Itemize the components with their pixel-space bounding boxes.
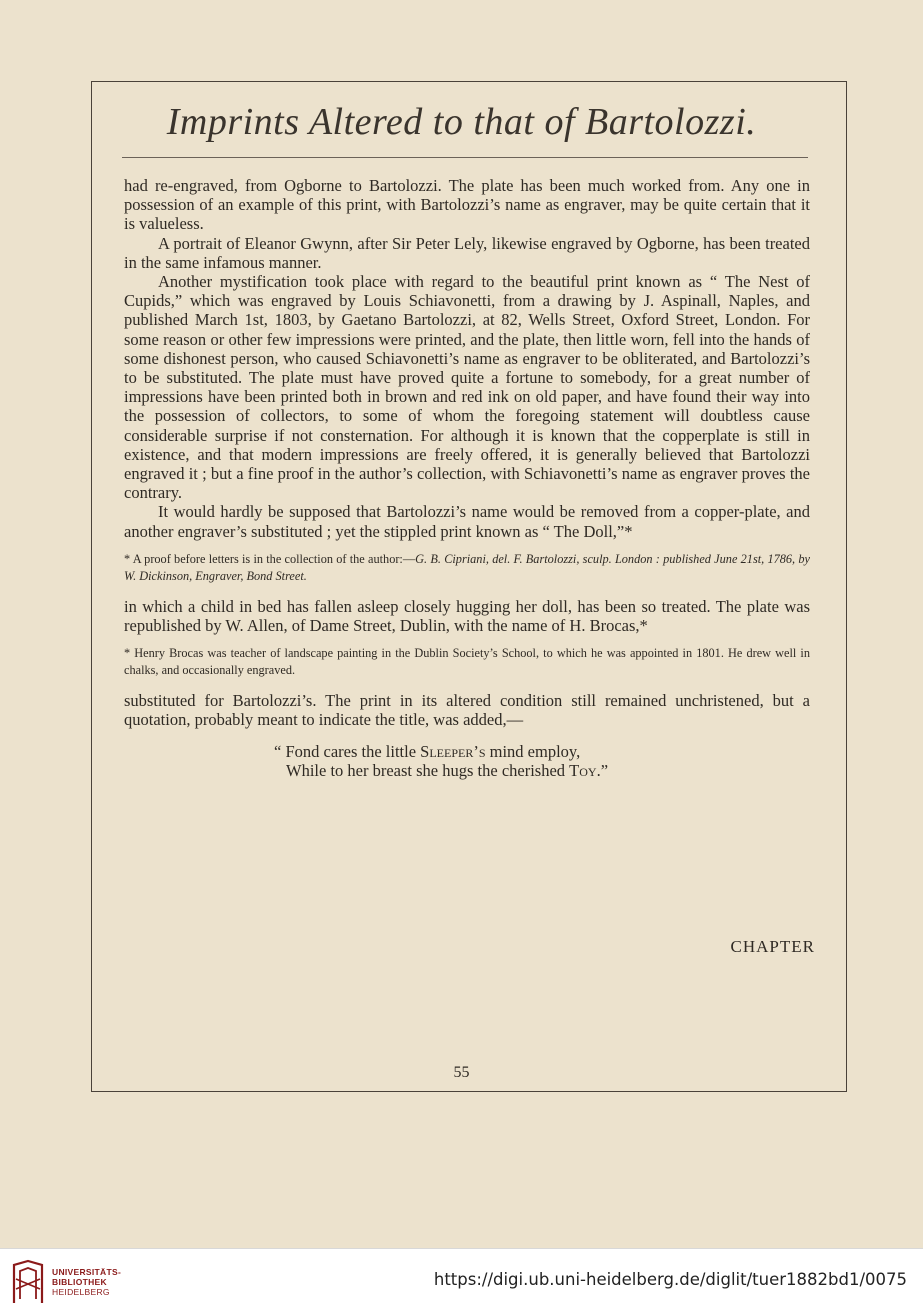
footnote-1-citation: G. B. Cipriani, del. F. Bartolozzi, sculp. London : published June 21st, 1786, by W. Dickinson, Engraver, Bond Street.	[124, 551, 810, 583]
verse-line-2	[274, 761, 810, 781]
permalink-url[interactable]: https://digi.ub.uni-heidelberg.de/diglit/tuer1882bd1/0075	[433, 1270, 907, 1289]
verse-line-2-smallcaps: Toy	[569, 761, 597, 781]
verse-line-1-smallcaps: Sleeper’s	[420, 741, 486, 761]
verse-line-1	[274, 742, 810, 762]
institution-name	[52, 1267, 121, 1297]
verse-quotation	[124, 742, 810, 781]
verse-line-2-text: While to her breast she hugs the cherished	[286, 761, 570, 781]
paragraph-4: It would hardly be supposed that Bartolozzi’s name would be removed from a copper-plate, and another engraver’s substituted ; yet the stippled print known as “ The Doll,”*	[124, 502, 810, 541]
paragraph-5: in which a child in bed has fallen asleep closely hugging her doll, has been so treated. The plate was republished by W. Allen, of Dame Street, Dublin, with the name of H. Brocas,*	[124, 596, 810, 636]
paragraph-3: Another mystification took place with regard to the beautiful print known as “ The Nest of Cupids,” which was engraved by Louis Schiavonetti, from a drawing by J. Aspinall, Naples, and published March 1st, 1803, by Gaetano Bartolozzi, at 82, Wells Street, Oxford Street, London. For some reason or other few impressions were printed, and the plate, then little worn, fell into the hands of some dishonest person, who caused Schiavonetti’s name as engraver to be obliterated, and Bartolozzi’s to be substituted. The plate must have proved quite a fortune to somebody, for a great number of impressions have been printed both in brown and red ink on old paper, and have found their way into the possession of collectors, to some of whom the foregoing statement will doubtless cause considerable surprise if not consternation. For although it is known that the copperplate is still in existence, and that modern impressions are freely offered, it is generally believed that Bartolozzi engraved it ; but a fine proof in the author’s collection, with Schiavonetti’s name as engraver proves the contrary.	[124, 272, 810, 503]
page-number: 55	[453, 1064, 470, 1081]
footnote-1-lead: * A proof before letters is in the collection of the author:—	[124, 551, 416, 566]
footnote-1	[124, 551, 810, 585]
body-text	[124, 176, 810, 781]
verse-line-1-end: mind employ,	[485, 741, 581, 761]
verse-line-2-end: .”	[596, 761, 609, 781]
paragraph-6: substituted for Bartolozzi’s. The print in its altered condition still remained unchristened, but a quotation, probably meant to indicate the title, was added,—	[124, 691, 810, 730]
institution-line-3: HEIDELBERG	[52, 1287, 110, 1297]
institution-line-2: BIBLIOTHEK	[52, 1277, 107, 1287]
running-header-title: Imprints Altered to that of Bartolozzi.	[166, 101, 757, 143]
footnote-2: * Henry Brocas was teacher of landscape painting in the Dublin Society’s School, to which he was appointed in 1801. He drew well in chalks, and occasionally engraved.	[124, 646, 810, 678]
header-rule	[122, 157, 808, 158]
paragraph-2: A portrait of Eleanor Gwynn, after Sir Peter Lely, likewise engraved by Ogborne, has been treated in the same infamous manner.	[124, 233, 810, 272]
paragraph-1: had re-engraved, from Ogborne to Bartolozzi. The plate has been much worked from. Any one in possession of an example of this print, with Bartolozzi’s name as engraver, may be quite certain that it is valueless.	[124, 176, 810, 234]
university-library-logo-icon	[10, 1259, 46, 1305]
catchword: CHAPTER	[730, 937, 815, 956]
viewer-footer	[0, 1248, 923, 1314]
verse-line-1-text: “ Fond cares the little	[274, 741, 421, 761]
institution-line-1: UNIVERSITÄTS-	[52, 1267, 122, 1277]
